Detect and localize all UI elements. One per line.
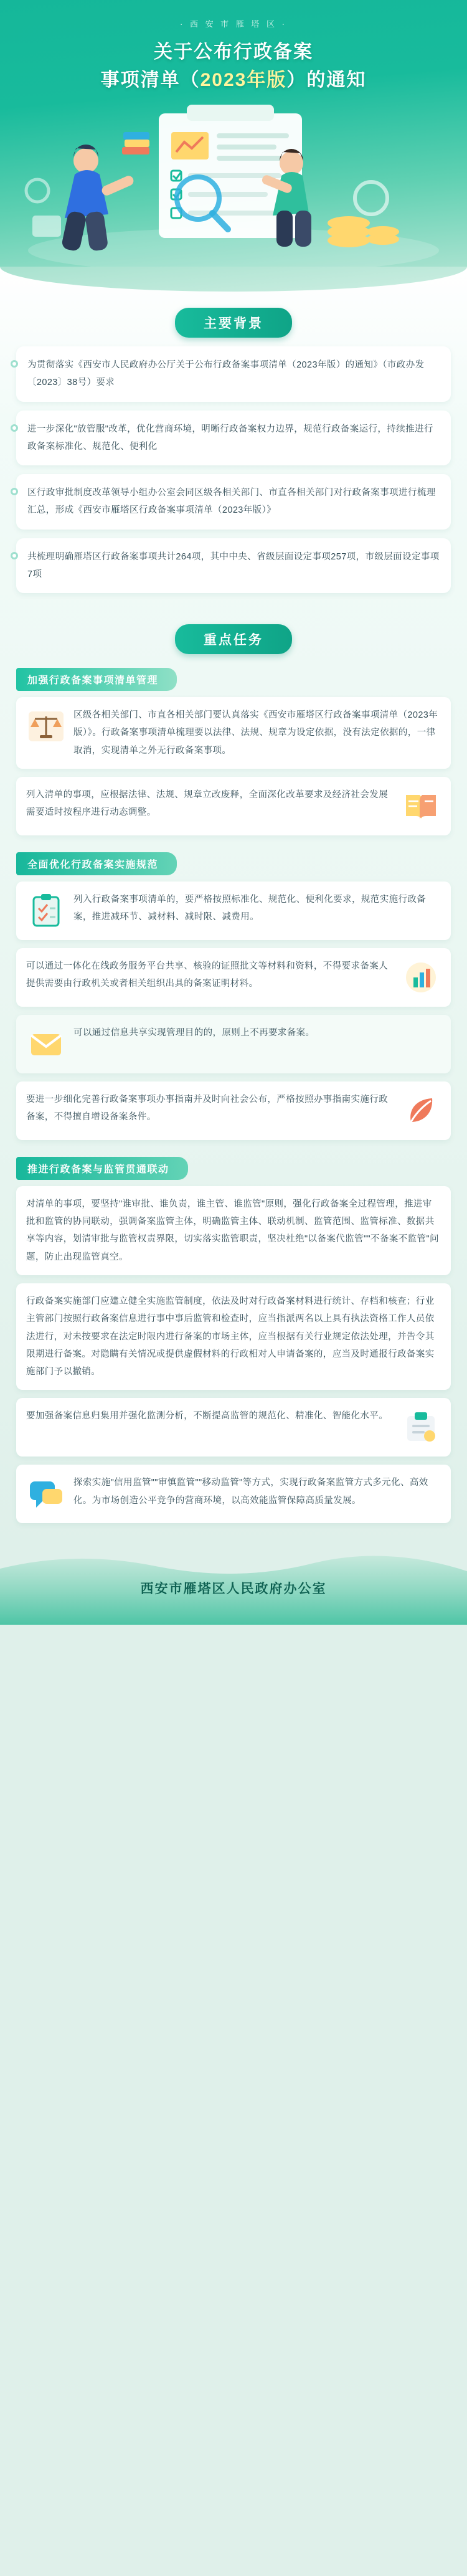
title-line-1: 关于公布行政备案 — [154, 42, 313, 62]
background-item-text: 共梳理明确雁塔区行政备案事项共计264项，其中中央、省级层面设定事项257项，市级层面设定事项7项 — [27, 551, 440, 579]
task-item — [16, 777, 451, 835]
task-item-text: 列入行政备案事项清单的，要严格按照标准化、规范化、便利化要求，规范实施行政备案，推进减环节、减材料、减时限、减费用。 — [73, 894, 427, 923]
footer — [0, 1550, 467, 1625]
background-item — [16, 411, 451, 466]
title-line-2-post: ）的通知 — [286, 70, 367, 90]
task-item — [16, 1015, 451, 1073]
task-item — [16, 1283, 451, 1390]
bullet-dot-icon — [11, 424, 18, 432]
task-item-text: 要加强备案信息归集用并强化监测分析，不断提高监管的规范化、精准化、智能化水平。 — [26, 1411, 389, 1422]
page-title — [0, 38, 467, 94]
task-item-text: 行政备案实施部门应建立健全实施监管制度，依法及时对行政备案材料进行统计、存档和核查；行业主管部门按照行政备案信息进行事中事后监管和检查时，应当指派两名以上具有执法资格工作人员依法进行，对未按要求在法定时限内进行备案的市场主体，应当根据有关行业规定依法处理，并告令其限期进行备案。对隐瞒有关情况或提供虚假材料的行政相对人申请备案的，应当及时通报行政备案实施部门予以撤销。 — [26, 1296, 435, 1377]
clipboard-icon — [26, 891, 66, 931]
task-item — [16, 1465, 451, 1523]
task-item — [16, 1081, 451, 1140]
background-section-title: 主要背景 — [175, 308, 292, 338]
folder-icon — [401, 1407, 441, 1447]
body — [0, 267, 467, 1550]
background-item-text: 进一步深化"放管服"改革，优化营商环境，明晰行政备案权力边界，规范行政备案运行，持续推进行政备案标准化、规范化、便利化 — [27, 424, 433, 452]
tasks-section-title: 重点任务 — [175, 624, 292, 654]
background-section-header — [0, 308, 467, 338]
background-item — [16, 538, 451, 594]
footer-wave-decoration — [0, 1550, 467, 1587]
background-card-list — [0, 343, 467, 608]
book-icon — [401, 786, 441, 826]
title-line-2-pre: 事项清单（ — [100, 70, 200, 90]
chat-icon — [26, 1474, 66, 1514]
background-item — [16, 346, 451, 402]
task-item — [16, 948, 451, 1007]
chart-icon — [401, 958, 441, 997]
header — [0, 0, 467, 268]
task-group-body — [0, 697, 467, 835]
task-group-heading: 全面优化行政备案实施规范 — [16, 852, 177, 875]
task-item-text: 探索实施"信用监管""审慎监管""移动监管"等方式，实现行政备案监管方式多元化、高效化。为市场创造公平竞争的营商环境，以高效能监管保障高质量发展。 — [73, 1478, 428, 1506]
mail-icon — [26, 1024, 66, 1064]
task-group-heading: 加强行政备案事项清单管理 — [16, 668, 177, 691]
task-group-body — [0, 1186, 467, 1523]
task-item — [16, 1398, 451, 1457]
task-item-text: 对清单的事项，要坚持"谁审批、谁负责，谁主管、谁监管"原则，强化行政备案全过程管理，推进审批和监管的协同联动，强调备案监管主体，明确监管主体、联动机制、监管范围、监管标准、数据共享等内容，划清审批与监管权责界限，切实落实监管职责，坚决杜绝"以备案代监管""不备案不监管"问题，防止出现监管真空。 — [26, 1199, 439, 1262]
bullet-dot-icon — [11, 488, 18, 495]
task-item-text: 可以通过一体化在线政务服务平台共享、核验的证照批文等材料和资料，不得要求备案人提供需要由行政机关或者相关组织出具的备案证明材料。 — [26, 961, 389, 989]
task-item — [16, 697, 451, 769]
task-item-text: 要进一步细化完善行政备案事项办事指南并及时向社会公布，严格按照办事指南实施行政备案，不得擅自增设备案条件。 — [26, 1094, 389, 1123]
task-item-text: 区级各相关部门、市直各相关部门要认真落实《西安市雁塔区行政备案事项清单（2023年版）》。行政备案事项清单梳理要以法律、法规、规章为设定依据，没有法定依据的，一律取消，实现清单之外无行政备案事项。 — [73, 710, 438, 756]
background-item-text: 为贯彻落实《西安市人民政府办公厅关于公布行政备案事项清单（2023年版）的通知》（市政办发〔2023〕38号）要求 — [27, 360, 425, 388]
task-group-heading: 推进行政备案与监管贯通联动 — [16, 1157, 188, 1180]
bullet-dot-icon — [11, 360, 18, 368]
task-group-body — [0, 882, 467, 1140]
tasks-section — [0, 659, 467, 1538]
hero-illustration — [0, 87, 467, 268]
background-item-text: 区行政审批制度改革领导小组办公室会同区级各相关部门、市直各相关部门对行政备案事项进行梳理汇总，形成《西安市雁塔区行政备案事项清单（2023年版）》 — [27, 488, 436, 516]
header-curve — [0, 267, 467, 292]
header-eyebrow: · 西 安 市 雁 塔 区 · — [180, 19, 287, 29]
bullet-dot-icon — [11, 552, 18, 559]
task-item-text: 可以通过信息共享实现管理目的的，原则上不再要求备案。 — [73, 1027, 315, 1038]
title-year: 2023年版 — [200, 70, 287, 90]
task-item-text: 列入清单的事项，应根据法律、法规、规章立改废释，全面深化改革要求及经济社会发展需要适时按程序进行动态调整。 — [26, 789, 389, 818]
footer-organization: 西安市雁塔区人民政府办公室 — [140, 1582, 327, 1597]
tasks-section-header — [0, 624, 467, 654]
scale-icon — [26, 706, 66, 746]
background-item — [16, 474, 451, 530]
task-item — [16, 1186, 451, 1275]
leaf-icon — [401, 1091, 441, 1131]
task-item — [16, 882, 451, 940]
